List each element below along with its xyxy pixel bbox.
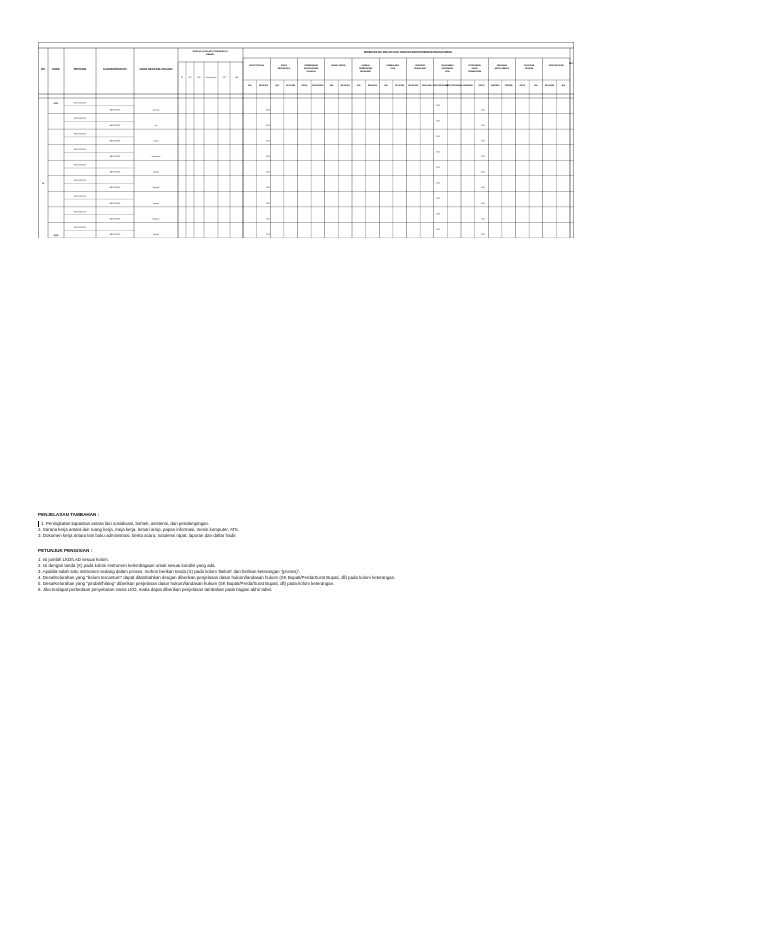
penjelasan-title: PENJELASAN TAMBAHAN : xyxy=(38,512,100,517)
petunjuk-item: 2. Isi dengan tanda (X) pada kolom instrumen kelembagaan untuk sesuai kondisi yang ada. xyxy=(38,563,216,568)
header-group-label: KELUARGA xyxy=(306,72,316,73)
header-group-label: DATA PENDUKUNG xyxy=(548,66,564,67)
cell-value: XXXX xyxy=(266,126,270,127)
header-jumlah-lkd-2: RAHAN xyxy=(206,54,214,56)
cell-value: XXXX xyxy=(481,110,485,112)
header-jumlah-sub: RT xyxy=(180,78,184,79)
header-group-label: ANTAR LEMBAGA xyxy=(494,69,509,70)
header-jumlah-sub: LPM xyxy=(222,78,226,79)
cell-provinsi: PROV XXXXXXXX xyxy=(74,150,86,152)
cell-kode: 0001 xyxy=(53,103,59,105)
cell-desa: Sumber xyxy=(153,141,159,143)
header-sub-label: ADA xyxy=(248,86,252,87)
header-sub-label: BELUM ADA xyxy=(545,86,555,87)
cell-value: XXXX xyxy=(481,188,485,190)
header-group-label: PELAKSANAAN xyxy=(441,66,454,67)
cell-kabupaten: KAB XXXXXXXX xyxy=(109,172,121,174)
cell-value: XXXX xyxy=(436,214,440,216)
cell-kabupaten: KAB XXXXXXXX xyxy=(109,203,121,205)
header-sub-label: BELUM ADA xyxy=(258,86,268,87)
header-group-label: KARANG TARUNA xyxy=(331,66,346,67)
cell-kabupaten: KAB XXXXXXXX xyxy=(109,234,121,236)
header-sub-label: TERSEDIA xyxy=(504,86,513,87)
penjelasan-item: 1. Peningkatan kapasitas antara lain sosialisasi, bimtek, asistensi, dan pendampingan. xyxy=(38,521,239,527)
header-sub-label: BELUM ADA xyxy=(395,86,405,87)
cell-kabupaten: KAB XXXXXXXX xyxy=(109,110,121,112)
petunjuk-title: PETUNJUK PENGISIAN : xyxy=(38,548,93,553)
cell-value: XXXX xyxy=(266,110,270,112)
header-jumlah-sub: LAD xyxy=(234,78,239,79)
header-group-label: PEMBERDAYAAN xyxy=(304,66,318,67)
cell-value: XXXX xyxy=(266,188,270,190)
header-sub-label: SUDAH TERLAKSANA xyxy=(432,86,449,87)
cell-no: 10 xyxy=(41,183,45,185)
header-group-label: KEGIATAN xyxy=(525,69,534,70)
cell-kabupaten: KAB XXXXXXXX xyxy=(109,126,121,127)
cell-value: XXXX xyxy=(481,203,485,205)
cell-value: XXXX xyxy=(481,157,485,159)
cell-value: XXXX xyxy=(436,168,440,169)
penjelasan-item: 2. Sarana kerja antara lain ruang kerja, meja kerja, lemari arsip, papan informasi, mesin komputer, ATK. xyxy=(38,527,240,533)
cell-value: XXXX xyxy=(436,183,440,185)
header-sub-label: BELUM TAHU xyxy=(408,86,419,87)
header-sub-label: BELUM ADA xyxy=(340,86,350,87)
header-group-label: WARGA/DUSUN xyxy=(277,69,290,70)
cell-desa: Sari xyxy=(154,126,158,127)
cell-desa: Sukaluyu xyxy=(152,234,160,236)
cell-provinsi: PROV XXXXXXXX xyxy=(74,181,86,183)
cell-value: XXXX xyxy=(436,199,440,201)
spreadsheet-table xyxy=(38,42,574,238)
header-group-label: LEMBAGA ADAT xyxy=(386,66,400,67)
cell-provinsi: PROV XXXXXXXX xyxy=(74,103,86,105)
petunjuk-item: 6. Jika terdapat perbedaan penyebutan nama LKD, maka dapat diberikan penjelasan tambahan pada bagian akhir tabel. xyxy=(38,587,273,592)
petunjuk-item: 5. Desa/Kelurahan yang "pindah/hilang" diberikan penjelasan dasar hukum/landasan hukum (SK Bupati/Perda/Surat Bupati, dll) pada kolom keterangan. xyxy=(38,581,335,586)
header-keberadaan: KEBERADAAN LKD/LAD DAN LADIN KECAMATAN BERDASARKAN RAMBAH xyxy=(363,51,453,54)
petunjuk-list xyxy=(38,557,395,593)
header-sub-label: BELUM PERDA xyxy=(312,86,324,87)
table-grid xyxy=(38,42,574,238)
header-jumlah-sub: PKK xyxy=(197,78,201,79)
header-sub-label: BELUM xyxy=(519,86,525,87)
header-group-label: PELAPORAN xyxy=(524,66,535,67)
cell-desa: Mangundi xyxy=(152,188,160,190)
petunjuk-item: 4. Desa/Kelurahan yang "belum tercantum" dapat ditambahkan dengan diberikan penjelasan dasar hukum/landasan hukum (SK Bupati/Perda/Surat Bupati, dll) pada kolom keterangan. xyxy=(38,575,396,580)
cell-value: XXXX xyxy=(266,141,270,143)
header-kabupaten: KABUPATEN/KOTA xyxy=(103,68,127,71)
header-no: NO xyxy=(41,68,45,71)
cell-value: XXXX xyxy=(436,152,440,154)
cell-desa: Harapan xyxy=(153,203,159,205)
cell-kabupaten: KAB XXXXXXXX xyxy=(109,188,121,190)
cell-value: XXXX xyxy=(436,230,440,232)
header-sub-label: ADA xyxy=(329,86,334,87)
cell-value: XXXX xyxy=(481,219,485,221)
header-group-label: PENETAPAN xyxy=(415,66,425,67)
cell-value: XXXX xyxy=(481,172,485,174)
header-jumlah-sub: Karang Taruna xyxy=(205,78,217,79)
petunjuk-item: 3. Apabila salah satu instrumen sedang dalam proses, mohon berikan tanda (X) pada kolom 'Belum' dan berikan keterangan '(proses)'. xyxy=(38,569,300,574)
header-group-label: RUKUN TETANGGA xyxy=(249,66,265,67)
header-group-label: PEMBERDAYAAN xyxy=(358,69,373,70)
header-provinsi: PROVINSI xyxy=(73,68,87,71)
penjelasan-list xyxy=(38,521,239,539)
header-group-label: DESA xyxy=(445,72,450,73)
header-sub-label: ADA xyxy=(561,86,565,87)
cell-kabupaten: KAB XXXXXXXX xyxy=(109,219,121,221)
cell-provinsi: PROV XXXXXXXX xyxy=(74,165,86,167)
cell-value: XXXX xyxy=(266,234,270,236)
cell-value: XXXX xyxy=(481,234,485,236)
header-sub-label: PERDA xyxy=(301,86,307,87)
header-jumlah-sub: RW xyxy=(188,78,192,79)
header-sub-label: BELUM TERLAKSANA xyxy=(446,86,463,87)
header-sub-label: BELUM ADA xyxy=(367,86,377,87)
header-group-label: WILAYAH ADAT xyxy=(414,69,427,70)
cell-provinsi: PROV XXXXXXXX xyxy=(74,227,86,229)
header-sub-label: KESESUAIAN xyxy=(462,86,473,87)
cell-value: XXXX xyxy=(266,172,270,174)
cell-value: XXXX xyxy=(436,121,440,123)
cell-provinsi: PROV XXXXXXXX xyxy=(74,119,86,120)
header-group-label: KETERLIBATAN xyxy=(468,66,481,67)
cell-desa: Sukajaya xyxy=(152,172,160,174)
cell-kabupaten: KAB XXXXXXXX xyxy=(109,141,121,143)
header-group-label: MASYARAKAT xyxy=(360,72,372,73)
header-ket: KET xyxy=(569,63,573,65)
cell-provinsi: PROV XXXXXXXX xyxy=(74,196,86,198)
header-kode: KODE xyxy=(52,68,60,71)
header-sub-label: KEAKTIFAN xyxy=(490,86,500,87)
header-group-label: PEMBANGUNAN xyxy=(468,72,481,73)
cell-value: XXXX xyxy=(436,105,440,107)
header-sub-label: ADA xyxy=(384,86,388,87)
header-group-label: DALAM xyxy=(471,69,478,70)
header-jumlah-lkd: JUMLAH LKD/LAD DI DESA/KELU xyxy=(192,51,228,53)
cell-provinsi: PROV XXXXXXXX xyxy=(74,134,86,136)
header-group-label: RUKUN xyxy=(280,66,287,67)
header-group-label: LEMBAGA xyxy=(361,66,370,67)
petunjuk-section xyxy=(38,548,395,593)
header-sub-label: ADA xyxy=(534,86,538,87)
cell-kabupaten: KAB XXXXXXXX xyxy=(109,157,121,159)
header-group-label: KESEJAHTERAAN xyxy=(304,69,319,70)
header-nama-desa: NAMA DESA/KELURAHAN xyxy=(139,68,173,71)
cell-value: XXXX xyxy=(481,126,485,127)
cell-value: XXXX xyxy=(266,157,270,159)
cell-value: XXXX xyxy=(266,219,270,221)
cell-value: XXXX xyxy=(481,141,485,143)
header-group-label: KERJASAMA xyxy=(496,66,507,67)
cell-desa: Sukamaju xyxy=(152,110,160,112)
text-cursor-icon xyxy=(38,521,39,527)
header-sub-label: SUDAH TAHU xyxy=(422,86,432,87)
header-sub-label: BELUM ADA xyxy=(286,86,296,87)
header-sub-label: ADA xyxy=(357,86,361,87)
cell-desa: Bojongsari xyxy=(152,219,160,221)
cell-value: XXXX xyxy=(266,203,270,205)
header-group-label: DESA xyxy=(390,69,396,70)
penjelasan-section xyxy=(38,512,239,539)
cell-kode: 0002 xyxy=(53,235,59,237)
cell-desa: Sukamakmur xyxy=(151,157,161,159)
penjelasan-item: 3. Dokumen kerja antara lain buku administrasi, berita acara, notulensi rapat, laporan dan daftar hadir. xyxy=(38,533,237,539)
cell-value: XXXX xyxy=(436,136,440,138)
header-sub-label: ADA xyxy=(275,86,279,87)
header-sub-label: STATUS xyxy=(478,86,485,87)
cell-provinsi: PROV XXXXXXXX xyxy=(74,212,86,214)
petunjuk-item: 1. Isi jumlah LKD/LAD sesuai kolom. xyxy=(38,557,110,562)
header-group-label: MUSYAWARAH xyxy=(441,69,454,70)
